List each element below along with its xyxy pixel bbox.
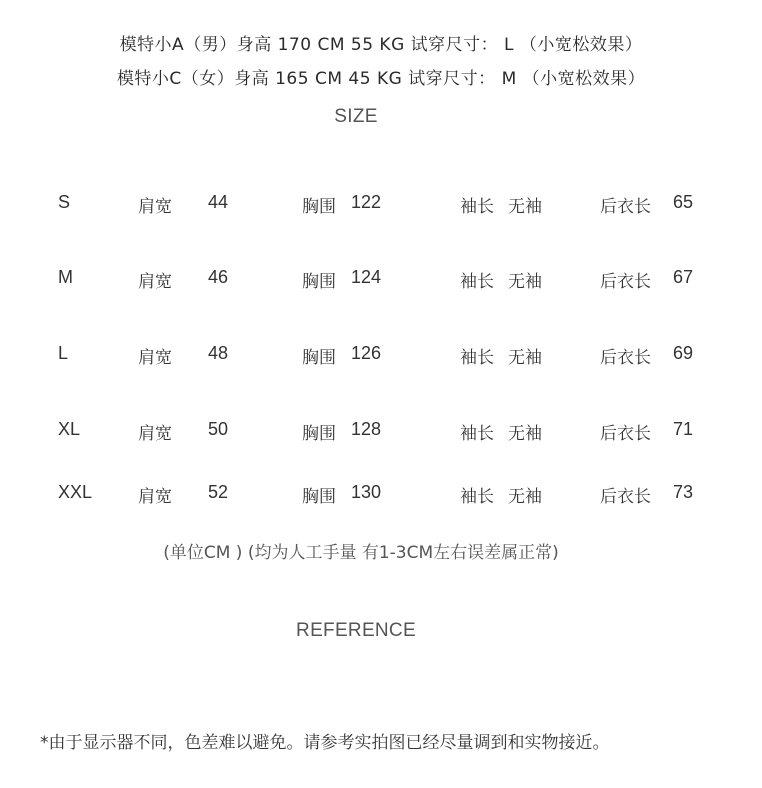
chest-label: 胸围 bbox=[302, 272, 336, 292]
length-label: 后衣长 bbox=[600, 197, 651, 217]
sleeve-label: 袖长 bbox=[460, 487, 494, 507]
sleeve-value: 无袖 bbox=[508, 487, 542, 507]
color-disclaimer: *由于显示器不同，色差难以避免。请参考实拍图已经尽量调到和实物接近。 bbox=[40, 733, 610, 753]
shoulder-label: 肩宽 bbox=[138, 424, 172, 444]
chest-value: 122 bbox=[351, 192, 382, 212]
size-label: S bbox=[58, 192, 71, 212]
length-value: 71 bbox=[673, 419, 694, 439]
length-label: 后衣长 bbox=[600, 487, 651, 507]
length-value: 67 bbox=[673, 267, 694, 287]
sleeve-value: 无袖 bbox=[508, 197, 542, 217]
chest-label: 胸围 bbox=[302, 424, 336, 444]
size-title: SIZE bbox=[334, 106, 378, 127]
shoulder-label: 肩宽 bbox=[138, 348, 172, 368]
shoulder-value: 48 bbox=[208, 343, 229, 363]
sleeve-value: 无袖 bbox=[508, 272, 542, 292]
size-row-s bbox=[0, 192, 762, 222]
shoulder-label: 肩宽 bbox=[138, 197, 172, 217]
size-row-l bbox=[0, 343, 762, 373]
size-label: XXL bbox=[58, 482, 93, 502]
length-value: 65 bbox=[673, 192, 694, 212]
shoulder-label: 肩宽 bbox=[138, 272, 172, 292]
unit-note: (单位CM ) (均为人工手量 有1-3CM左右误差属正常) bbox=[163, 543, 559, 563]
length-label: 后衣长 bbox=[600, 272, 651, 292]
model-c-info: 模特小C（女）身高 165 CM 45 KG 试穿尺寸： M （小宽松效果） bbox=[116, 69, 646, 89]
size-row-xl bbox=[0, 419, 762, 449]
length-label: 后衣长 bbox=[600, 348, 651, 368]
sleeve-value: 无袖 bbox=[508, 348, 542, 368]
size-row-xxl bbox=[0, 482, 762, 512]
chest-label: 胸围 bbox=[302, 197, 336, 217]
length-value: 73 bbox=[673, 482, 694, 502]
chest-label: 胸围 bbox=[302, 487, 336, 507]
size-label: M bbox=[58, 267, 73, 287]
sleeve-label: 袖长 bbox=[460, 348, 494, 368]
sleeve-label: 袖长 bbox=[460, 272, 494, 292]
shoulder-label: 肩宽 bbox=[138, 487, 172, 507]
shoulder-value: 50 bbox=[208, 419, 229, 439]
reference-title: REFERENCE bbox=[296, 620, 416, 641]
shoulder-value: 44 bbox=[208, 192, 229, 212]
sleeve-value: 无袖 bbox=[508, 424, 542, 444]
shoulder-value: 46 bbox=[208, 267, 229, 287]
chest-value: 126 bbox=[351, 343, 382, 363]
size-row-m bbox=[0, 267, 762, 297]
model-a-info: 模特小A（男）身高 170 CM 55 KG 试穿尺寸： L （小宽松效果） bbox=[119, 35, 643, 55]
chest-value: 128 bbox=[351, 419, 382, 439]
chest-value: 130 bbox=[351, 482, 382, 502]
chest-value: 124 bbox=[351, 267, 382, 287]
shoulder-value: 52 bbox=[208, 482, 229, 502]
sleeve-label: 袖长 bbox=[460, 197, 494, 217]
chest-label: 胸围 bbox=[302, 348, 336, 368]
size-label: XL bbox=[58, 419, 81, 439]
sleeve-label: 袖长 bbox=[460, 424, 494, 444]
length-value: 69 bbox=[673, 343, 694, 363]
size-label: L bbox=[58, 343, 69, 363]
length-label: 后衣长 bbox=[600, 424, 651, 444]
